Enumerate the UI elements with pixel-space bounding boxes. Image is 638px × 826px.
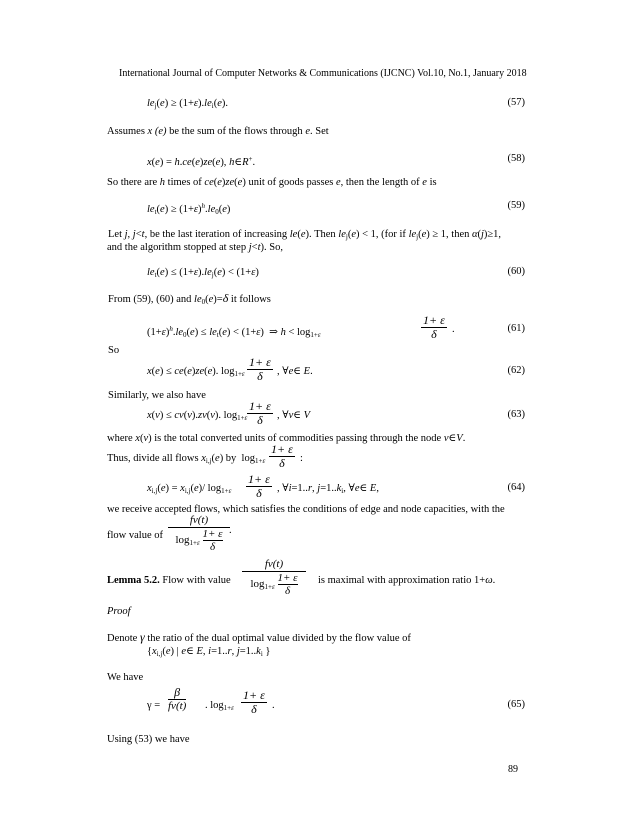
equation-61: $(1+\varepsilon)^h.le_0(e) \le le_t(e) < (1+\varepsilon)$ ⇒ $h < \log_{1+\varepsilon}$ xyxy=(147,325,321,339)
equation-60: $le_t(e) \le (1+\varepsilon).le_j(e) < (1+\varepsilon)$ xyxy=(147,267,259,279)
equation-number: (60) xyxy=(507,266,525,277)
paragraph: we receive accepted flows, which satisfies the conditions of edge and node capacities, with the xyxy=(107,504,505,515)
equation-59: $le_t(e) \ge (1+\varepsilon)^h.le_0(e)$ xyxy=(147,202,231,216)
paragraph: {$x_{i,j}(e)$ | e∈ E, i=1..r, $j=1..k_i$ } xyxy=(147,646,271,658)
equation-65-log: . $\log_{1+\varepsilon}$ xyxy=(205,700,234,712)
page-number: 89 xyxy=(508,764,518,775)
paragraph: We have xyxy=(107,672,144,683)
proof-heading: Proof xyxy=(107,606,131,617)
period: . xyxy=(452,324,455,335)
equation-64: $x_{i,j}(e) = x_{i,j}(e)/$ $\log_{1+\varepsilon}$ xyxy=(147,483,232,495)
fraction: $\frac{1+ \varepsilon}{\delta}$ xyxy=(243,688,265,716)
lemma-text-b: is maximal with approximation ratio 1+ω. xyxy=(318,575,496,586)
lemma xyxy=(107,574,231,587)
paragraph: and the algorithm stopped at step j<t). So, xyxy=(107,242,283,253)
equation-57: $le_j(e) \ge (1+\varepsilon).le_i(e)$. xyxy=(147,98,228,110)
period: . xyxy=(229,525,232,536)
fraction: $\frac{1+ \varepsilon}{\delta}$ xyxy=(271,442,293,470)
paragraph: where x(v) is the total converted units of commodities passing through the node v∈V. xyxy=(107,433,466,444)
equation-number: (63) xyxy=(507,409,525,420)
lemma-text-a: Flow with value xyxy=(162,575,231,586)
journal-header: International Journal of Computer Networks & Communications (IJCNC) Vol.10, No.1, January 2018 xyxy=(119,68,527,79)
paragraph: Similarly, we also have xyxy=(108,390,206,401)
equation-64-tail: , ∀i=1..r, $j=1..k_i$, ∀e∈ E, xyxy=(277,483,379,495)
equation-number: (65) xyxy=(507,699,525,710)
lemma-title: Lemma 5.2. xyxy=(107,575,160,586)
paragraph: flow value of xyxy=(107,530,163,541)
fraction-flow-value: fv(t) $\log_{1+\varepsilon}$ $\frac{1+ \varepsilon}{\delta}$ xyxy=(168,514,230,553)
colon: : xyxy=(300,453,303,464)
fraction-flow-value: fv(t) $\log_{1+\varepsilon}$ $\frac{1+ \varepsilon}{\delta}$ xyxy=(242,558,306,597)
paragraph: Using (53) we have xyxy=(107,734,190,745)
fraction: $\frac{1+ \varepsilon}{\delta}$ xyxy=(249,399,271,427)
equation-number: (62) xyxy=(507,365,525,376)
equation-number: (61) xyxy=(507,323,525,334)
equation-62: x(e) ≤ ce(e)ze(e). $\log_{1+\varepsilon}$ xyxy=(147,366,245,378)
paragraph: Denote γ the ratio of the dual optimal value divided by the flow value of xyxy=(107,630,411,644)
equation-number: (64) xyxy=(507,482,525,493)
fraction-beta: $\frac{\beta}{fv(t)}$ xyxy=(168,685,187,712)
paragraph: Assumes x (e) be the sum of the flows through e. Set xyxy=(107,126,329,137)
equation-number: (57) xyxy=(507,97,525,108)
equation-number: (58) xyxy=(507,153,525,164)
equation-58: x(e) = h.ce(e)ze(e), h∈R+. xyxy=(147,155,256,168)
paragraph: So there are h times of ce(e)ze(e) unit of goods passes e, then the length of e is xyxy=(107,177,437,188)
paragraph: Thus, divide all flows $x_{i,j}(e)$ by $\log_{1+\varepsilon}$ xyxy=(107,453,266,465)
paragraph: So xyxy=(108,345,120,356)
equation-62-tail: , ∀e∈ E. xyxy=(277,366,313,377)
equation-number: (59) xyxy=(507,200,525,211)
fraction: $\frac{1+ \varepsilon}{\delta}$ xyxy=(249,355,271,383)
paragraph: From (59), (60) and $le_0(e)=\delta$ it follows xyxy=(108,291,271,306)
paragraph: Let j, j<t, be the last iteration of increasing le(e). Then $le_j(e) < 1$, (for if $le_j(e) \ge 1$, then α(j)≥1, xyxy=(108,229,502,241)
equation-63: x(v) ≤ cv(v).zv(v). $\log_{1+\varepsilon}$ xyxy=(147,410,248,422)
fraction: $\frac{1+ \varepsilon}{\delta}$ xyxy=(423,313,445,341)
equation-65: γ = xyxy=(147,700,161,711)
equation-63-tail: , ∀v∈ V xyxy=(277,410,311,421)
period: . xyxy=(272,700,275,711)
fraction: $\frac{1+ \varepsilon}{\delta}$ xyxy=(248,472,270,500)
